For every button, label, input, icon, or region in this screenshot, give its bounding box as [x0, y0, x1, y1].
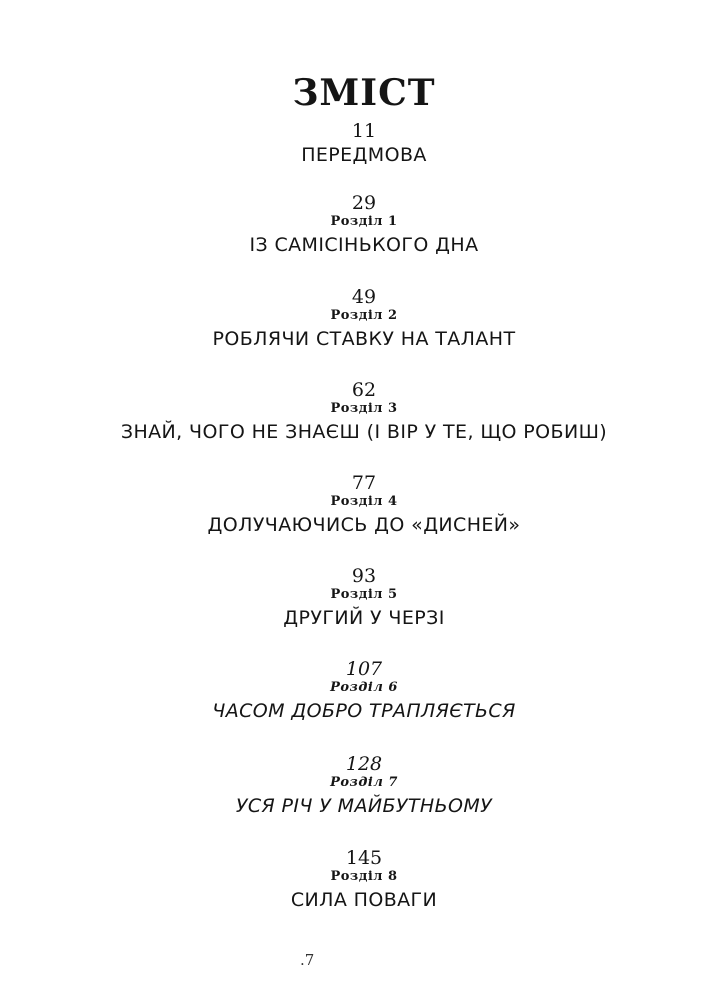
toc-entry-chapter-4[interactable] — [0, 470, 728, 540]
toc-entry-chapter-7[interactable] — [0, 751, 728, 821]
toc-page-number: 29 — [351, 192, 377, 214]
toc-page-number: 145 — [345, 847, 383, 869]
toc-entry-chapter-6[interactable] — [0, 656, 728, 726]
toc-title: УСЯ РІЧ У МАЙБУТНЬОМУ — [235, 795, 493, 817]
toc-chapter-label: Розділ 6 — [330, 680, 398, 695]
toc-title: ЗНАЙ, ЧОГО НЕ ЗНАЄШ (І ВІР У ТЕ, ЩО РОБИШ) — [120, 421, 608, 443]
toc-entry-preface[interactable] — [0, 118, 728, 170]
toc-title: ДОЛУЧАЮЧИСЬ ДО «ДИСНЕЙ» — [207, 514, 521, 536]
toc-chapter-label: Розділ 4 — [330, 494, 398, 509]
toc-chapter-label: Розділ 3 — [330, 401, 398, 416]
toc-page-number: 128 — [345, 753, 383, 775]
toc-title: ІЗ САМІСІНЬКОГО ДНА — [249, 234, 479, 256]
toc-page-number: 62 — [351, 379, 377, 401]
toc-chapter-label: Розділ 5 — [330, 587, 398, 602]
toc-entry-chapter-1[interactable] — [0, 190, 728, 260]
toc-title: РОБЛЯЧИ СТАВКУ НА ТАЛАНТ — [212, 328, 516, 350]
toc-chapter-label: Розділ 2 — [330, 308, 398, 323]
toc-chapter-label: Розділ 7 — [330, 775, 398, 790]
page-title: ЗМІСТ — [292, 72, 436, 115]
toc-chapter-label: Розділ 8 — [330, 869, 398, 884]
toc-page-number: 49 — [351, 286, 377, 308]
toc-title: ПЕРЕДМОВА — [301, 144, 427, 166]
toc-entry-chapter-3[interactable] — [0, 377, 728, 447]
page-number: .7 — [300, 951, 315, 969]
toc-page-number: 11 — [351, 120, 377, 142]
toc-page-number: 77 — [351, 472, 377, 494]
toc-page-number: 93 — [351, 565, 377, 587]
toc-title: ДРУГИЙ У ЧЕРЗІ — [283, 607, 445, 629]
toc-page-number: 107 — [345, 658, 383, 680]
toc-title: ЧАСОМ ДОБРО ТРАПЛЯЄТЬСЯ — [212, 700, 516, 722]
toc-entry-chapter-5[interactable] — [0, 563, 728, 633]
toc-entry-chapter-8[interactable] — [0, 845, 728, 915]
toc-entry-chapter-2[interactable] — [0, 284, 728, 354]
toc-title: СИЛА ПОВАГИ — [290, 889, 438, 911]
toc-chapter-label: Розділ 1 — [330, 214, 398, 229]
